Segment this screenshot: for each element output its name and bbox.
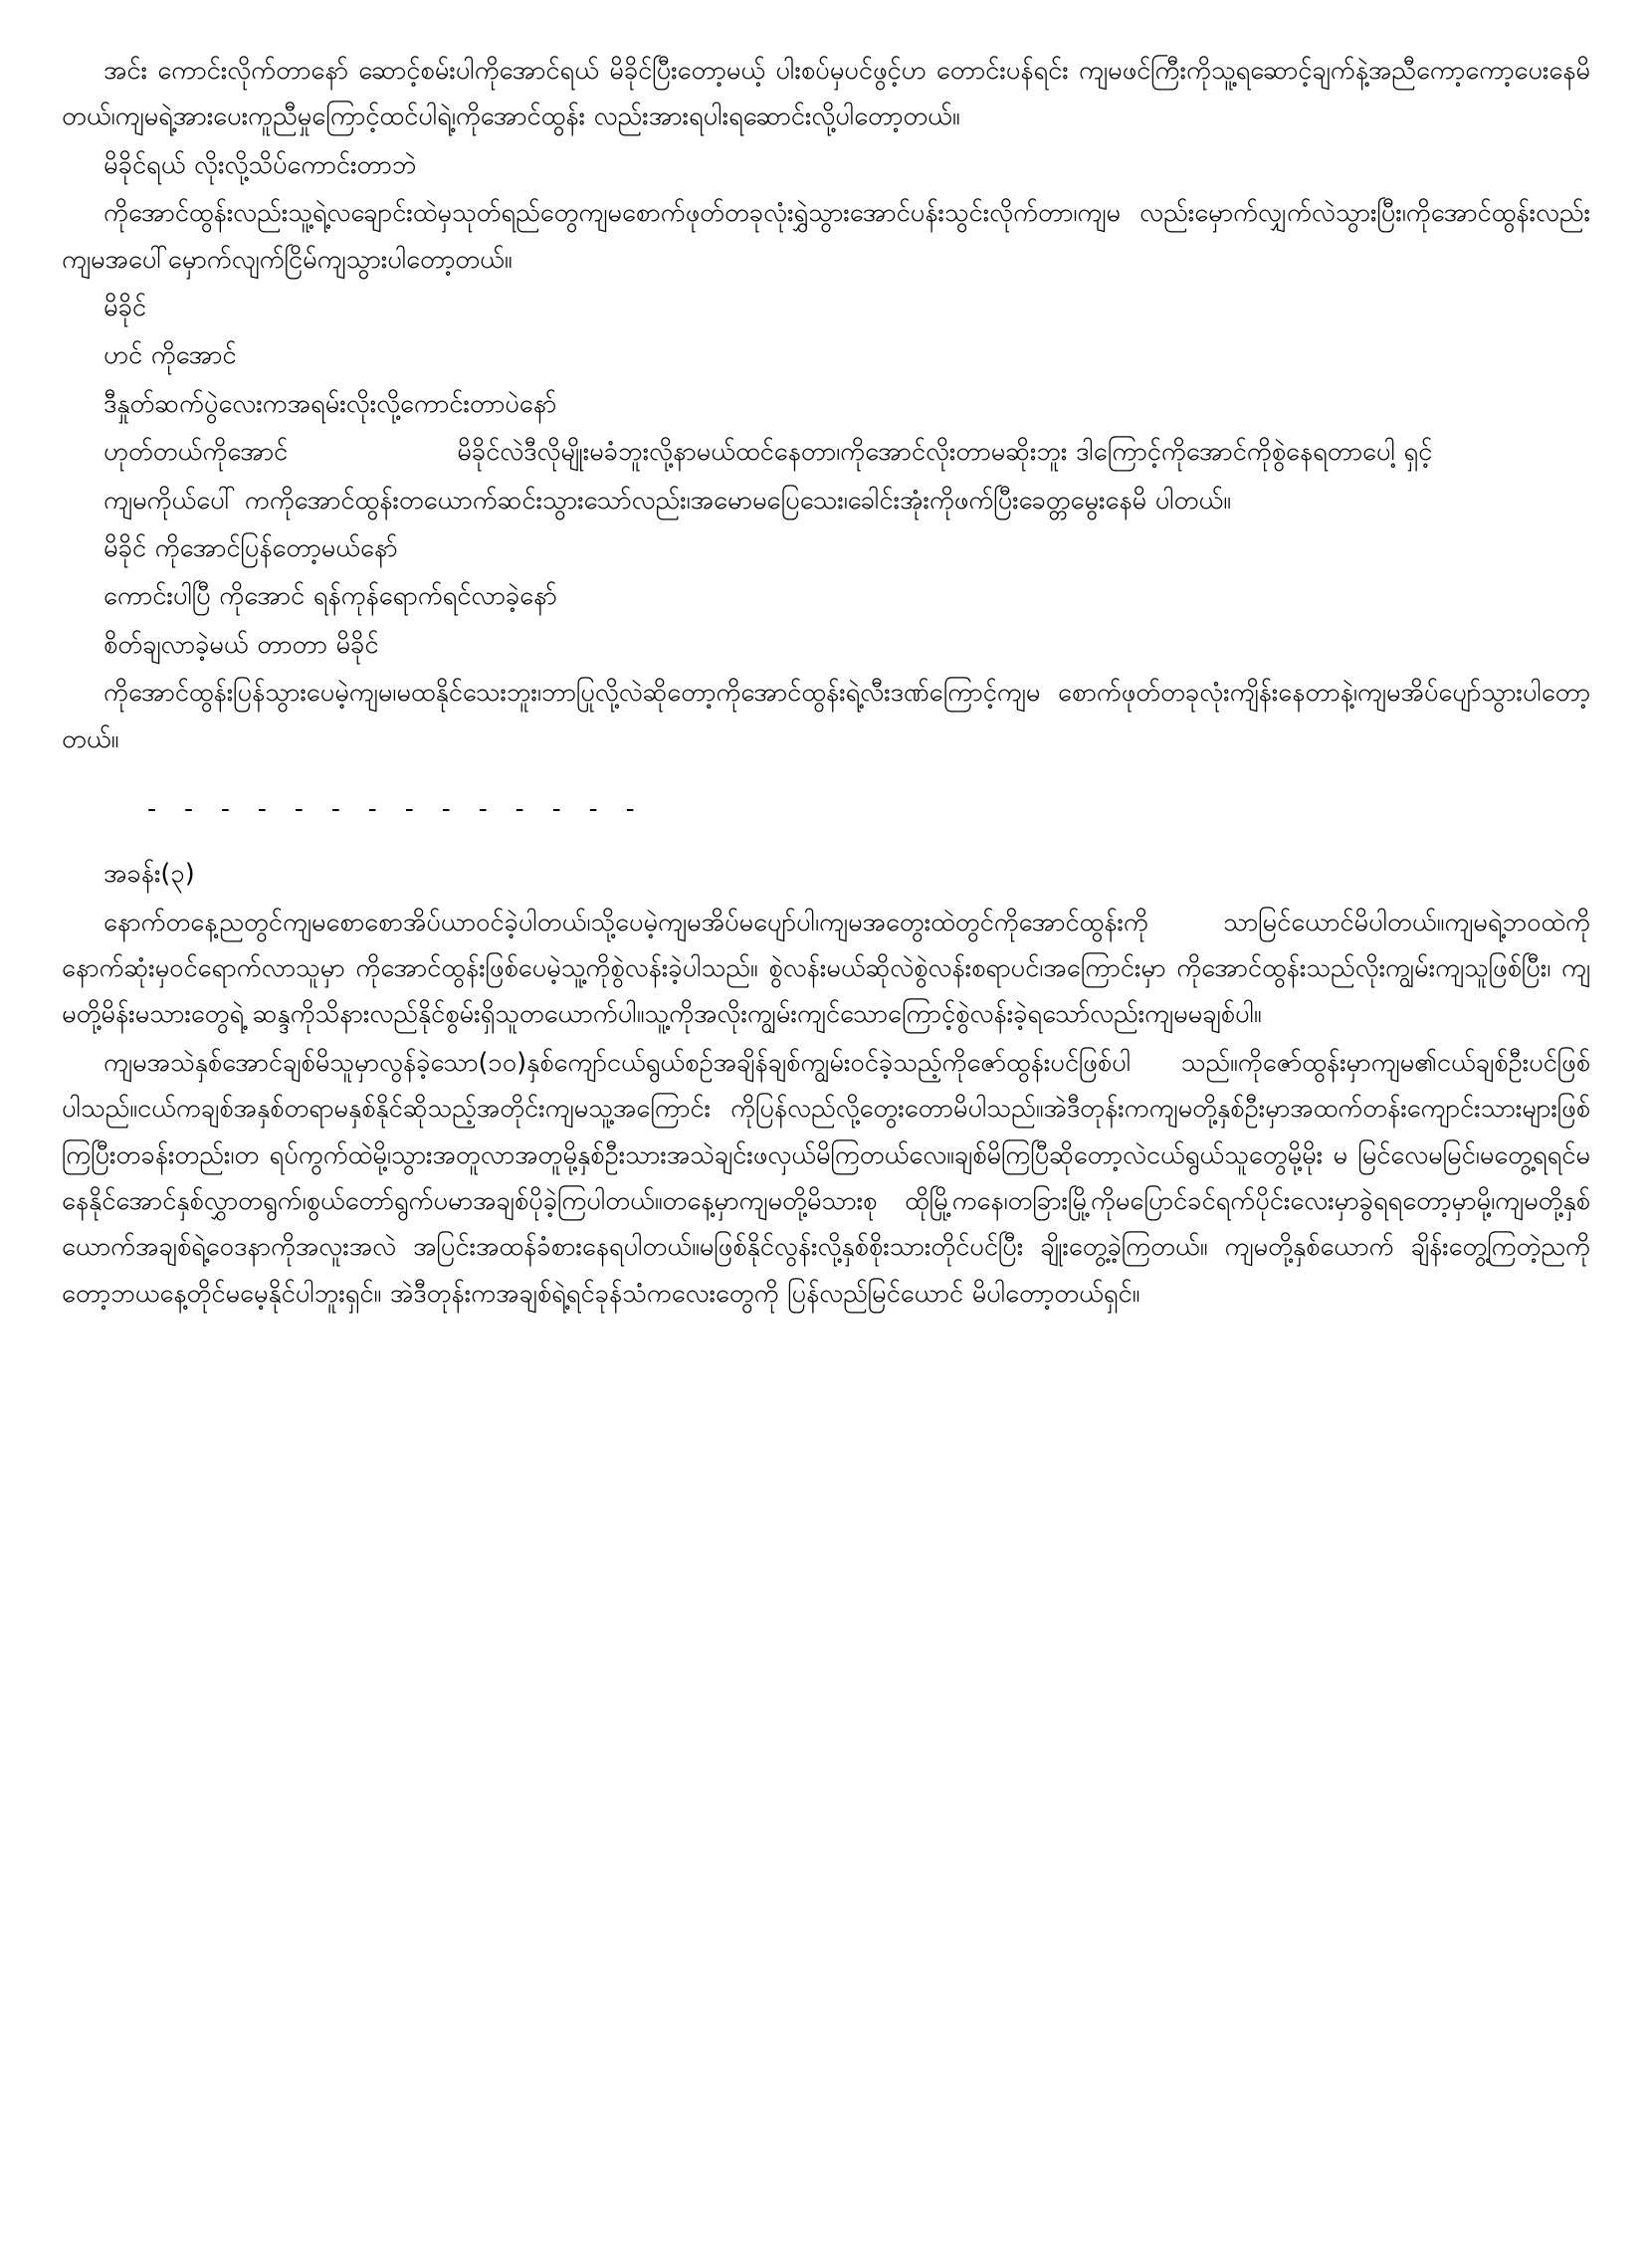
paragraph: ကိုအောင်ထွန်းလည်းသူ့ရဲ့လချောင်းထဲမှသုတ်ရည်တွေကျမစောက်ဖုတ်တခုလုံးရွှဲသွားအောင်ပန်းသွင်းလိုက်တာ၊ကျမ လည်းမှောက်လျှက်လဲသွားပြီး၊ကိုအောင်ထွန်းလည်းကျမအပေါ်မှောက်လျက်ငြိမ်ကျသွားပါတော့တယ်။ bbox=[62, 198, 1590, 275]
paragraph: ဟင် ကိုအောင် bbox=[103, 340, 237, 371]
paragraph-dialog-split bbox=[62, 429, 1590, 475]
paragraph: ကိုအောင်ထွန်းပြန်သွားပေမဲ့ကျမ၊မထနိုင်သေးဘူး၊ဘာပြုလို့လဲဆိုတော့ကိုအောင်ထွန်းရဲ့လီးဒဏ်ကြောင့်ကျမ စောက်ဖုတ်တခုလုံးကျိန်းနေတာနဲ့၊ကျမအိပ်ပျော်သွားပါတော့တယ်။ bbox=[62, 678, 1590, 754]
paragraph: မိခိုင် bbox=[103, 293, 147, 323]
paragraph: ကောင်းပါပြီ ကိုအောင် ရန်ကုန်ရောက်ရင်လာခဲ့နော် bbox=[103, 581, 557, 612]
paragraph: နောက်တနေ့ညတွင်ကျမစောစောအိပ်ယာဝင်ခဲ့ပါတယ်၊သို့ပေမဲ့ကျမအိပ်မပျော်ပါ၊ကျမအတွေးထဲတွင်ကိုအောင်ထွန်းကို သာမြင်ယောင်မိပါတယ်။ကျမရဲ့ဘဝထဲကိုနောက်ဆုံးမှဝင်ရောက်လာသူမှာ ကိုအောင်ထွန်းဖြစ်ပေမဲ့သူ့ကိုစွဲလန်းခဲ့ပါသည်။ စွဲလန်းမယ်ဆိုလဲစွဲလန်းစရာပင်၊အကြောင်းမှာ ကိုအောင်ထွန်းသည်လိုးကျွမ်းကျသူဖြစ်ပြီး၊ ကျမတို့မိန်းမသားတွေရဲ့ ဆန္ဒကိုသိနားလည်နိုင်စွမ်းရှိသူတယောက်ပါ။သူ့ကိုအလိုးကျွမ်းကျင်သောကြောင့်စွဲလန်းခဲ့ရသော်လည်းကျမမချစ်ပါ။ bbox=[62, 907, 1590, 1030]
paragraph: ကျမကိုယ်ပေါ် ကကိုအောင်ထွန်းတယောက်ဆင်းသွားသော်လည်း၊အမောမပြေသေး၊ခေါင်းအုံးကိုဖက်ပြီးခေတ္တမွေးနေမိ ပါတယ်။ bbox=[103, 485, 1231, 515]
section-divider: - - - - - - - - - - - - - - bbox=[147, 794, 645, 824]
dialog-right: မိခိုင်လဲဒီလိုမျိုးမခံဘူးလို့နာမယ်ထင်နေတာ၊ကိုအောင်လိုးတာမဆိုးဘူး ဒါကြောင့်ကိုအောင်ကိုစွဲနေရတာပေါ့ ရှင့် bbox=[457, 437, 1433, 468]
paragraph: ဒီနှုတ်ဆက်ပွဲလေးကအရမ်းလိုးလို့ကောင်းတာပဲနော် bbox=[103, 388, 557, 419]
paragraph: အင်း ကောင်းလိုက်တာနော် ဆောင့်စမ်းပါကိုအောင်ရယ် မိခိုင်ပြီးတော့မယ့် ပါးစပ်မှပင်ဖွင့်ဟ တောင်းပန်ရင်း ကျမဖင်ကြီးကိုသူ့ရဆောင့်ချက်နဲ့အညီကော့ကော့ပေးနေမိတယ်၊ကျမရဲ့အားပေးကူညီမှုကြောင့်ထင်ပါရဲ့၊ကိုအောင်ထွန်း လည်းအားရပါးရဆောင်းလို့ပါတော့တယ်။ bbox=[62, 56, 1590, 132]
section-heading: အခန်း(၃) bbox=[103, 859, 195, 890]
paragraph: ကျမအသဲနှစ်အောင်ချစ်မိသူမှာလွန်ခဲ့သော(၁၀)နှစ်ကျော်ငယ်ရွယ်စဉ်အချိန်ချစ်ကျွမ်းဝင်ခဲ့သည့်ကိုဇော်ထွန်းပင်ဖြစ်ပါ သည်။ကိုဇော်ထွန်းမှာကျမ၏ငယ်ချစ်ဦးပင်ဖြစ်ပါသည်။ငယ်ကချစ်အနှစ်တရာမနှစ်နိုင်ဆိုသည့်အတိုင်းကျမသူ့အကြောင်း ကိုပြန်လည်လို့တွေးတောမိပါသည်။အဲဒီတုန်းကကျမတို့နှစ်ဦးမှာအထက်တန်းကျောင်းသားများဖြစ်ကြပြီးတခန်းတည်း၊တ ရပ်ကွက်ထဲမို့၊သွားအတူလာအတူမို့နှစ်ဦးသားအသဲချင်းဖလှယ်မိကြတယ်လေ။ချစ်မိကြပြီဆိုတော့လဲငယ်ရွယ်သူတွေမို့မိုး မ မြင်လေမမြင်၊မတွေ့ရရင်မနေနိုင်အောင်နှစ်လွှာတရွက်၊စွယ်တော်ရွက်ပမာအချစ်ပိုခဲ့ကြပါတယ်။တနေ့မှာကျမတို့မိသားစု ထိုမြို့ကနေ၊တခြားမြို့ကိုမပြောင်ခင်ရက်ပိုင်းလေးမှာခွဲရရတော့မှာမို့၊ကျမတို့နှစ်ယောက်အချစ်ရဲ့ဝေဒနာကိုအလူးအလဲ အပြင်းအထန်ခံစားနေရပါတယ်။မဖြစ်နိုင်လွန်းလို့နှစ်စိုးသားတိုင်ပင်ပြီး ချိုးတွေ့ခဲ့ကြတယ်။ ကျမတို့နှစ်ယောက် ချိန်းတွေ့ကြတဲ့ညကိုတော့ဘယနေ့တိုင်မမေ့နိုင်ပါဘူးရှင်။ အဲဒီတုန်းကအချစ်ရဲ့ရင်ခုန်သံကလေးတွေကို ပြန်လည်မြင်ယောင် မိပါတော့တယ်ရှင်။ bbox=[62, 1047, 1590, 1309]
paragraph: မိခိုင်ရယ် လိုးလို့သိပ်ကောင်းတာဘဲ bbox=[103, 149, 417, 180]
paragraph: မိခိုင် ကိုအောင်ပြန်တော့မယ်နော် bbox=[103, 533, 398, 564]
dialog-left: ဟုတ်တယ်ကိုအောင် bbox=[103, 437, 289, 468]
paragraph: စိတ်ချလာခဲ့မယ် တာတာ မိခိုင် bbox=[103, 629, 379, 660]
